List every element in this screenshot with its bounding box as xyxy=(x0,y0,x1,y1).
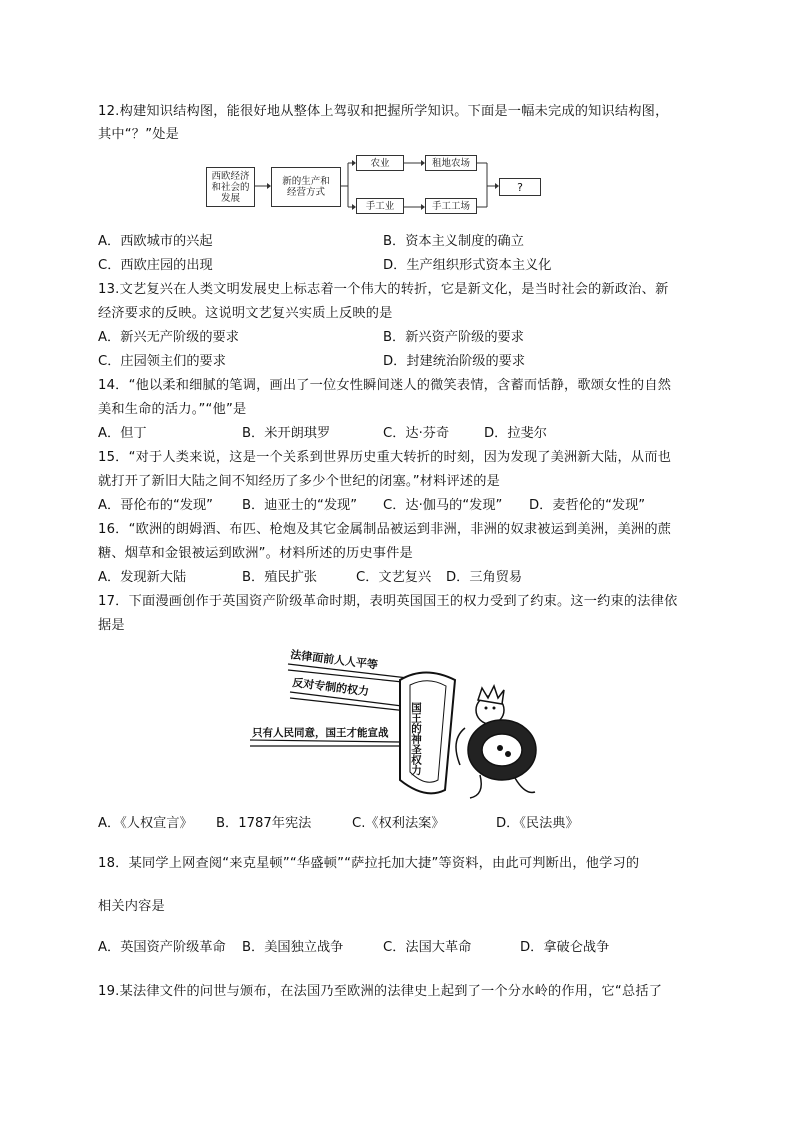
cartoon-label-anti-autocracy: 反对专制的权力 xyxy=(291,676,370,699)
box1-line1: 西欧经济 xyxy=(211,170,250,182)
q12-stem-line1: 12.构建知识结构图，能很好地从整体上驾驭和把握所学知识。下面是一幅未完成的知识结构图， xyxy=(98,104,669,119)
q17-option-c[interactable]: C.《权利法案》 xyxy=(352,816,445,831)
q13-option-d[interactable]: D．封建统治阶级的要求 xyxy=(383,354,526,369)
cartoon-label-divine-right: 国王的神圣权力 xyxy=(410,702,422,776)
box1-line2: 和社会的 xyxy=(211,181,250,193)
cartoon-label-equality: 法律面前人人平等 xyxy=(289,648,379,672)
q18-option-d[interactable]: D．拿破仑战争 xyxy=(520,940,610,955)
q15-option-b[interactable]: B．迪亚士的“发现” xyxy=(242,498,358,513)
q16-option-d[interactable]: D．三角贸易 xyxy=(446,570,523,585)
knowledge-structure-diagram xyxy=(205,150,550,214)
q15-stem-line2: 就打开了新旧大陆之间不知经历了多少个世纪的闭塞。”材料评述的是 xyxy=(98,474,501,489)
q16-option-c[interactable]: C．文艺复兴 xyxy=(356,570,432,585)
q14-option-a[interactable]: A．但丁 xyxy=(98,426,147,441)
q17-option-a[interactable]: A．《人权宣言》 xyxy=(98,816,193,831)
diagram-box-western-europe-development xyxy=(206,167,255,207)
diagram-box-agriculture: 农业 xyxy=(356,155,404,171)
q12-option-d[interactable]: D．生产组织形式资本主义化 xyxy=(383,258,552,273)
q15-option-c[interactable]: C．达·伽马的“发现” xyxy=(383,498,503,513)
diagram-box-new-production-mode xyxy=(271,167,341,207)
diagram-box-tenant-farm: 租地农场 xyxy=(425,155,477,171)
box2-line2: 经营方式 xyxy=(286,187,325,198)
q18-option-b[interactable]: B．美国独立战争 xyxy=(242,940,344,955)
q12-option-c[interactable]: C．西欧庄园的出现 xyxy=(98,258,213,273)
q12-option-a[interactable]: A．西欧城市的兴起 xyxy=(98,234,213,249)
q14-option-c[interactable]: C．达·芬奇 xyxy=(383,426,450,441)
q14-option-b[interactable]: B．米开朗琪罗 xyxy=(242,426,331,441)
q13-stem-line2: 经济要求的反映。这说明文艺复兴实质上反映的是 xyxy=(98,306,393,321)
q13-stem-line1: 13.文艺复兴在人类文明发展史上标志着一个伟大的转折，它是新文化，是当时社会的新政治、新 xyxy=(98,282,669,297)
q16-option-a[interactable]: A．发现新大陆 xyxy=(98,570,187,585)
q17-stem-line2: 据是 xyxy=(98,618,125,633)
cartoon-illustration xyxy=(250,640,540,800)
q15-stem-line1: 15．“对于人类来说，这是一个关系到世界历史重大转折的时刻，因为发现了美洲新大陆，从而也 xyxy=(98,450,672,465)
q18-option-c[interactable]: C．法国大革命 xyxy=(383,940,472,955)
q12-option-b[interactable]: B．资本主义制度的确立 xyxy=(383,234,524,249)
diagram-box-handicraft: 手工业 xyxy=(356,198,404,214)
q14-stem-line2: 美和生命的活力。”“他”是 xyxy=(98,402,247,417)
diagram-box-workshop: 手工工场 xyxy=(425,198,477,214)
q18-stem-line2: 相关内容是 xyxy=(98,899,165,914)
q13-option-b[interactable]: B．新兴资产阶级的要求 xyxy=(383,330,524,345)
q16-stem-line1: 16．“欧洲的朗姆酒、布匹、枪炮及其它金属制品被运到非洲，非洲的奴隶被运到美洲，美洲的蔗 xyxy=(98,522,672,537)
q13-option-c[interactable]: C．庄园领主们的要求 xyxy=(98,354,226,369)
box2-line1: 新的生产和 xyxy=(282,176,330,187)
q16-option-b[interactable]: B．殖民扩张 xyxy=(242,570,317,585)
diagram-box-unknown: ? xyxy=(499,178,541,196)
q19-stem-line1: 19.某法律文件的问世与颁布，在法国乃至欧洲的法律史上起到了一个分水岭的作用，它“总括了 xyxy=(98,984,663,999)
q16-stem-line2: 糖、烟草和金银被运到欧洲”。材料所述的历史事件是 xyxy=(98,546,413,561)
q17-stem-line1: 17．下面漫画创作于英国资产阶级革命时期，表明英国国王的权力受到了约束。这一约束的法律依 xyxy=(98,594,678,609)
q18-option-a[interactable]: A．英国资产阶级革命 xyxy=(98,940,226,955)
cartoon-label-people-consent: 只有人民同意，国王才能宣战 xyxy=(252,727,389,739)
q17-option-b[interactable]: B．1787年宪法 xyxy=(216,816,312,831)
q18-stem-line1: 18．某同学上网查阅“来克星顿”“华盛顿”“萨拉托加大捷”等资料，由此可判断出，他学习的 xyxy=(98,856,640,871)
q13-option-a[interactable]: A．新兴无产阶级的要求 xyxy=(98,330,239,345)
q12-stem-line2: 其中“？”处是 xyxy=(98,127,180,142)
q15-option-d[interactable]: D．麦哲伦的“发现” xyxy=(529,498,646,513)
q15-option-a[interactable]: A．哥伦布的“发现” xyxy=(98,498,213,513)
q17-option-d[interactable]: D．《民法典》 xyxy=(496,816,579,831)
q14-stem-line1: 14．“他以柔和细腻的笔调，画出了一位女性瞬间迷人的微笑表情，含蓄而恬静，歌颂女性的自然 xyxy=(98,378,672,393)
box1-line3: 发展 xyxy=(220,192,240,204)
political-cartoon xyxy=(250,640,540,800)
q14-option-d[interactable]: D．拉斐尔 xyxy=(484,426,547,441)
